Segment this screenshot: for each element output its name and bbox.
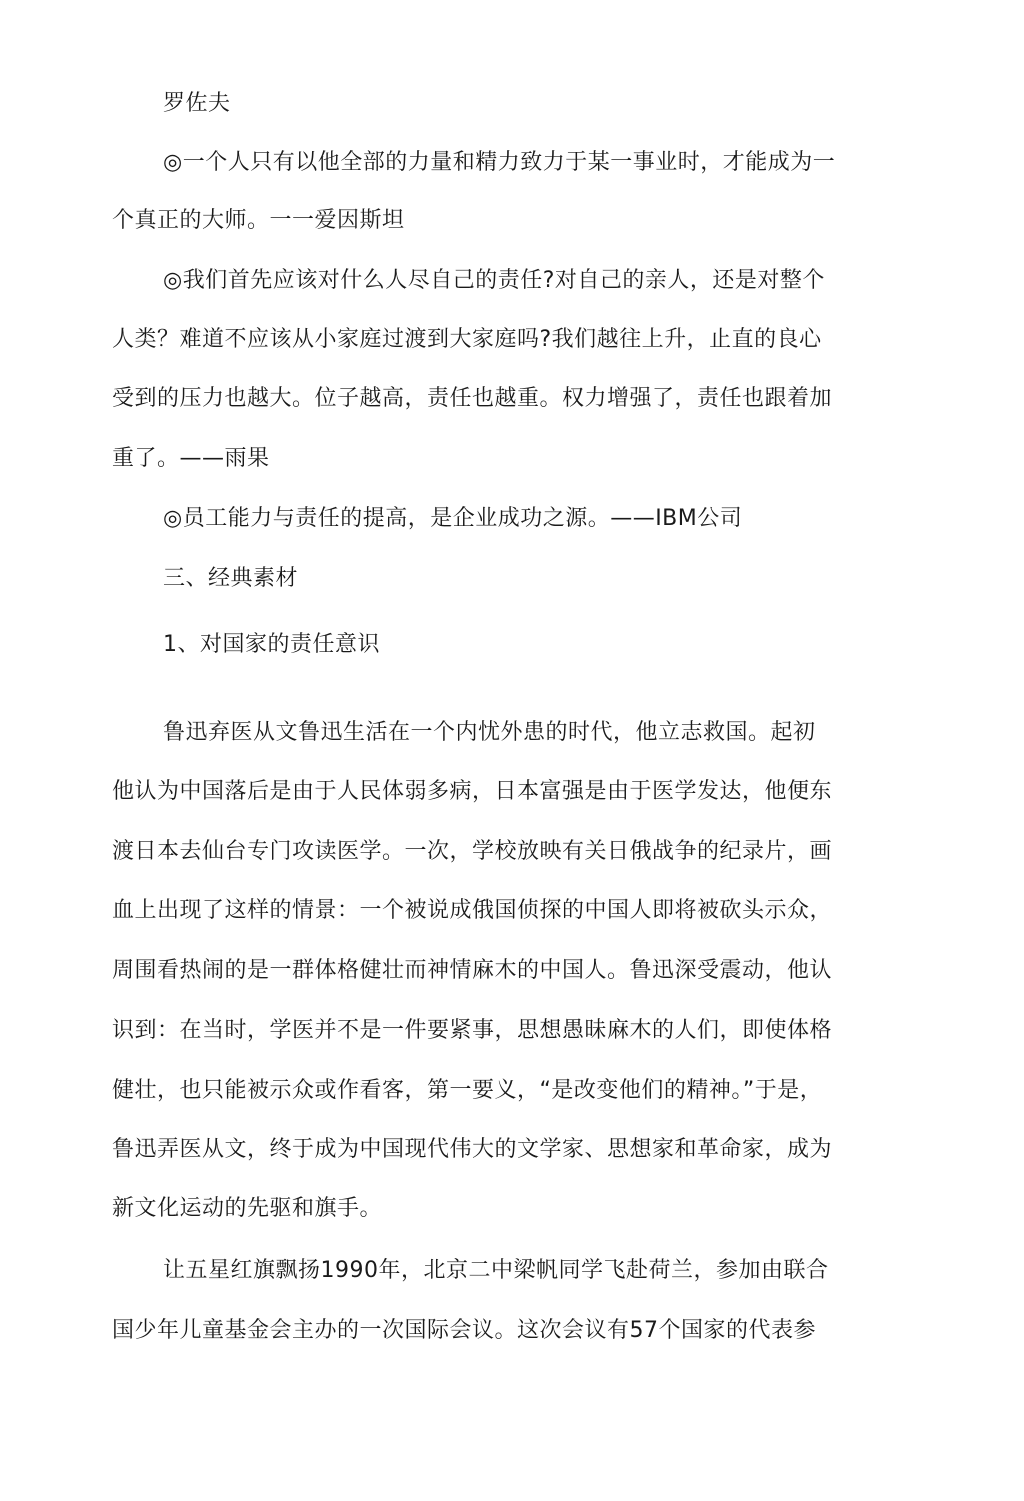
subsection-heading: 1、对国家的责任意识 [163,632,380,657]
text-line: 重了。——雨果 [112,446,270,471]
text-line: 周围看热闹的是一群体格健壮而神情麻木的中国人。鲁迅深受震动，他认 [112,958,833,983]
text-line: 鲁迅弄医从文，终于成为中国现代伟大的文学家、思想家和革命家，成为 [112,1137,833,1162]
text-line: ◎我们首先应该对什么人尽自己的责任?对自己的亲人，还是对整个 [163,268,825,293]
text-line: ◎员工能力与责任的提高，是企业成功之源。——IBM公司 [163,506,743,531]
text-line: 罗佐夫 [163,91,231,116]
text-line: 血上出现了这样的情景：一个被说成俄国侦探的中国人即将被砍头示众， [112,898,833,923]
text-line: 渡日本去仙台专门攻读医学。一次，学校放映有关日俄战争的纪录片，画 [112,839,833,864]
text-line: 识到：在当时，学医并不是一件要紧事，思想愚昧麻木的人们，即使体格 [112,1018,833,1043]
text-line: 国少年儿童基金会主办的一次国际会议。这次会议有57个国家的代表参 [112,1318,816,1343]
text-line: 个真正的大师。一一爱因斯坦 [112,208,405,233]
text-line: ◎一个人只有以他全部的力量和精力致力于某一事业时，才能成为一 [163,150,836,175]
text-line: 健壮，也只能被示众或作看客，第一要义，“是改变他们的精神。”于是， [112,1078,823,1103]
text-line: 人类？难道不应该从小家庭过渡到大家庭吗?我们越往上升，止直的良心 [112,327,822,352]
section-heading: 三、经典素材 [163,566,299,591]
text-line: 他认为中国落后是由于人民体弱多病，日本富强是由于医学发达，他便东 [112,779,833,804]
text-line: 受到的压力也越大。位子越高，责任也越重。权力增强了，责任也跟着加 [112,386,833,411]
text-line: 新文化运动的先驱和旗手。 [112,1196,383,1221]
text-line: 鲁迅弃医从文鲁迅生活在一个内忧外患的时代，他立志救国。起初 [163,720,816,745]
text-line: 让五星红旗飘扬1990年，北京二中梁帆同学飞赴荷兰，参加由联合 [163,1258,829,1283]
